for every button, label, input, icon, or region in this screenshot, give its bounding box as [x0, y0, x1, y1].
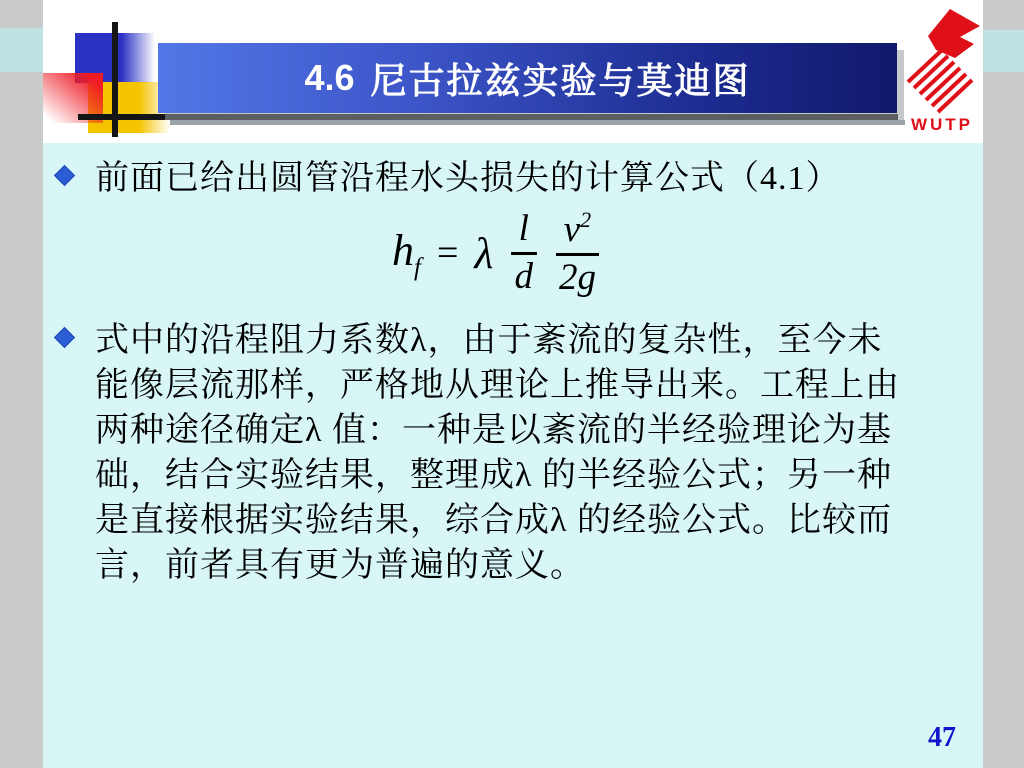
fraction-denominator-d: d	[514, 255, 533, 297]
left-edge-stripe	[0, 0, 43, 768]
bullet-1-text: 前面已给出圆管沿程水头损失的计算公式（4.1）	[95, 160, 841, 197]
bullet-item-1	[57, 156, 977, 201]
fraction-numerator-l: l	[511, 209, 537, 255]
formula-fraction-l-d	[506, 209, 541, 297]
bullet-2-line-4: 础，结合实验结果，整理成λ 的半经验公式；另一种	[95, 457, 892, 494]
fraction-numerator-v2	[556, 208, 599, 256]
page-number: 47	[928, 722, 956, 753]
bullet-2-line-3: 两种途径确定λ 值：一种是以紊流的半经验理论为基	[95, 412, 892, 449]
right-edge-stripe	[983, 0, 1024, 768]
bullet-2-line-6: 言，前者具有更为普遍的意义。	[95, 547, 585, 584]
decor-horizontal-line	[78, 114, 898, 120]
bullet-2-line-2: 能像层流那样，严格地从理论上推导出来。工程上由	[95, 367, 900, 404]
wutp-logo-graphic	[898, 6, 986, 136]
formula-lambda: λ	[474, 228, 494, 278]
diamond-bullet-icon	[54, 165, 75, 186]
bullet-2-line-5: 是直接根据实验结果，综合成λ 的经验公式。比较而	[95, 502, 892, 539]
wutp-logo	[898, 6, 986, 136]
head-loss-formula	[392, 208, 609, 298]
logo-text: WUTP	[910, 115, 974, 134]
formula-fraction-v2-2g	[551, 208, 604, 298]
left-edge-cyan-block	[0, 28, 43, 72]
formula-lhs	[392, 225, 421, 282]
bullet-marker-wrap	[57, 156, 95, 183]
logo-stripes	[908, 50, 972, 112]
formula-v: v	[563, 209, 581, 250]
bullet-item-2	[57, 318, 987, 588]
slide-title-bar	[158, 43, 897, 113]
logo-emblem-shape	[928, 9, 980, 58]
bullet-2-first-line-row	[57, 318, 987, 363]
slide-title: 尼古拉兹实验与莫迪图	[370, 60, 751, 101]
diamond-bullet-icon	[54, 327, 75, 348]
decor-line-shadow	[170, 120, 905, 125]
formula-equals: =	[436, 232, 459, 275]
formula-h: h	[392, 225, 414, 275]
formula-h-subscript: f	[414, 253, 421, 281]
section-number: 4.6	[304, 57, 355, 98]
bullet-2-line-1: 式中的沿程阻力系数λ，由于紊流的复杂性，至今未	[95, 322, 883, 359]
bullet-marker-wrap	[57, 318, 95, 345]
formula-v-exponent: 2	[580, 207, 592, 232]
right-edge-cyan-block	[983, 30, 1024, 72]
fraction-denominator-2g: 2g	[558, 256, 596, 298]
